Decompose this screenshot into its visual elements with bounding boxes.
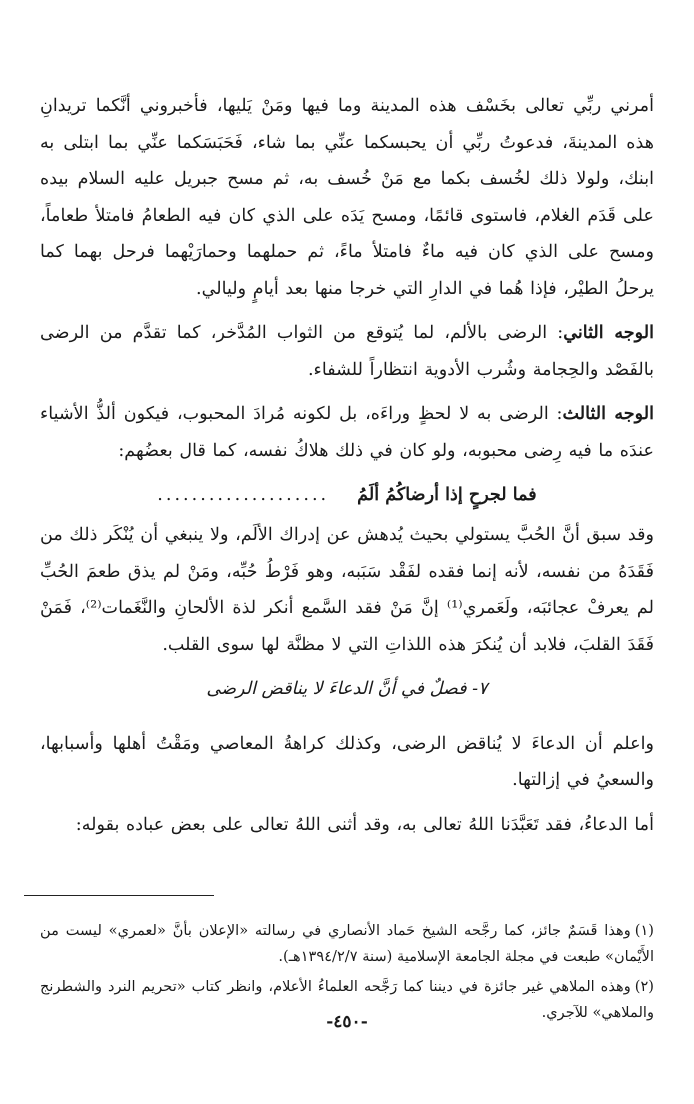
- paragraph-love: وقد سبق أنَّ الحُبَّ يستولي بحيث يُدهش عن إدراك الألَم، ولا ينبغي أن يُنْكَر ذلك من فَقَدَهُ من نفسه، لأنه إنما فقده لفَقْد سَبَبه، وهو فَرْطُ حُبِّه، ومَنْ لم يذق طعمَ الحُبِّ لم يعرفْ عجائبَه، ولَعَمري⁽¹⁾ إنَّ مَنْ فقد السَّمع أنكر لذة الألحانِ والنَّغَمات⁽²⁾، فَمَنْ فَقَدَ القلبَ، فلابد أن يُنكرَ هذه اللذاتِ التي لا مظنَّة لها سوى القلب.: [40, 525, 654, 655]
- paragraph-worship: أما الدعاءُ، فقد تَعَبَّدَنا اللهُ تعالى به، وقد أثنى اللهُ تعالى على بعض عباده بقوله:: [75, 814, 654, 835]
- second-aspect-text: : الرضى بالألم، لما يُتوقع من الثواب المُدَّخر، كما تقدَّم من الرضى بالفَصْد والحِجامة وشُرب الأدوية انتظاراً للشفاء.: [40, 323, 654, 380]
- second-aspect-label: الوجه الثاني: [563, 322, 654, 343]
- footnote-separator: [24, 895, 214, 896]
- footnote-2-text: وهذه الملاهي غير جائزة في ديننا كما رَجَّحه العلماءُ الأعلام، وانظر كتاب «تحريم النرد والشطرنج والملاهي» للآجري.: [40, 978, 654, 1021]
- poetry-verse: [40, 473, 654, 517]
- paragraph-supplication: واعلم أن الدعاءَ لا يُناقض الرضى، وكذلك كراهةُ المعاصي ومَقْتُ أهلها وأسبابها، والسعيُ في إزالتها.: [40, 733, 654, 790]
- footnote-1-text: وهذا قَسَمٌ جائز، كما رجَّحه الشيخ حَماد الأنصاري في رسالته «الإعلان بأنَّ «لعمري» ليست من الأَيْمان» طبعت في مجلة الجامعة الإسلامية (سنة ١٣٩٤/٢/٧هـ).: [40, 922, 654, 965]
- footnotes: [40, 918, 654, 1026]
- verse-line: فما لجرحٍ إذا أرضاكُمُ ألَمُ: [357, 484, 537, 505]
- paragraph-story: أمرني ربِّي تعالى بخَسْف هذه المدينة وما فيها ومَنْ يَليها، فأخبروني أنَّكما تريدانِ هذه المدينةَ، فدعوتُ ربِّي أن يحبسكما عنِّي بما شاء، فَحَبَسَكما عنِّي بما ابتلى به ابنك، ولولا ذلك لخُسف بكما مع مَنْ خُسف به، ثم مسح جبريل عليه السلام بيده على قَدَم الغلام، فاستوى قائمًا، ومسح يَدَه على الذي كان فيه الطعامُ فامتلأ طعاماً، ومسح على الذي كان فيه ماءٌ فامتلأ ماءً، ثم حملهما وحمارَيْهما فرحل بهما كما يرحلُ الطيْر، فإذا هُما في الدارِ التي خرجا منها بعد أيامٍ وليالي.: [40, 96, 654, 299]
- section-heading: ٧- فصلٌ في أنَّ الدعاءَ لا يناقض الرضى: [206, 679, 488, 699]
- paragraph-third-aspect: [40, 396, 654, 469]
- third-aspect-label: الوجه الثالث: [562, 403, 655, 424]
- paragraph-second-aspect: [40, 315, 654, 388]
- page-number: -٤٥٠-: [326, 1012, 368, 1032]
- footnote-1: [40, 918, 654, 970]
- verse-ellipsis: ....................: [157, 485, 330, 505]
- third-aspect-text: : الرضى به لا لحظٍ وراءَه، بل لكونه مُرادَ المحبوب، فيكون ألذُّ الأشياء عندَه ما فيه رِضى محبوبه، ولو كان في ذلك هلاكُ نفسه، كما قال بعضُهم:: [40, 404, 654, 461]
- footnote-2-label: (٢): [634, 978, 654, 995]
- footnote-1-label: (١): [634, 922, 654, 939]
